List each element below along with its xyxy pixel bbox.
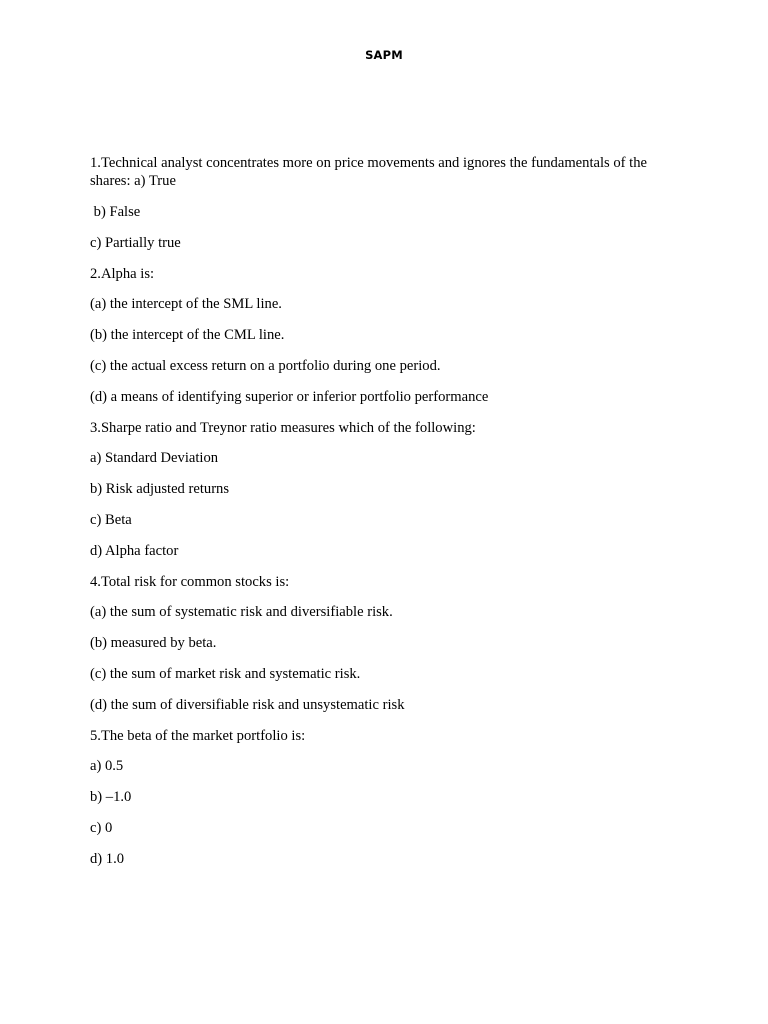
question-5-option-d: d) 1.0 [90, 850, 125, 867]
question-3-option-d: d) Alpha factor [90, 542, 179, 559]
question-5-option-a: a) 0.5 [90, 758, 124, 775]
question-3-option-a: a) Standard Deviation [90, 450, 219, 467]
question-5-option-b: b) –1.0 [90, 789, 132, 806]
question-4-option-d: (d) the sum of diversifiable risk and unsystematic risk [90, 696, 405, 713]
question-5-text: 5.The beta of the market portfolio is: [90, 727, 306, 744]
question-2-option-a: (a) the intercept of the SML line. [90, 296, 282, 313]
question-4-option-c: (c) the sum of market risk and systematic risk. [90, 665, 361, 682]
question-3-text: 3.Sharpe ratio and Treynor ratio measures which of the following: [90, 419, 476, 436]
document-body [90, 154, 690, 881]
question-1-option-b: b) False [90, 204, 141, 220]
question-2-option-b: (b) the intercept of the CML line. [90, 327, 285, 344]
question-2-text: 2.Alpha is: [90, 265, 155, 282]
question-4-option-b: (b) measured by beta. [90, 635, 217, 652]
question-3-option-c: c) Beta [90, 511, 132, 528]
question-2-option-c: (c) the actual excess return on a portfolio during one period. [90, 357, 441, 374]
question-2-option-d: (d) a means of identifying superior or inferior portfolio performance [90, 388, 489, 405]
page-header-title: SAPM [365, 48, 403, 62]
question-4-text: 4.Total risk for common stocks is: [90, 573, 290, 590]
question-5-option-c: c) 0 [90, 819, 113, 836]
question-1-option-c: c) Partially true [90, 234, 181, 251]
question-4-option-a: (a) the sum of systematic risk and diversifiable risk. [90, 604, 393, 621]
question-3-option-b: b) Risk adjusted returns [90, 481, 230, 498]
question-1-text: 1.Technical analyst concentrates more on price movements and ignores the fundamentals of the shares: a) True [90, 155, 647, 189]
